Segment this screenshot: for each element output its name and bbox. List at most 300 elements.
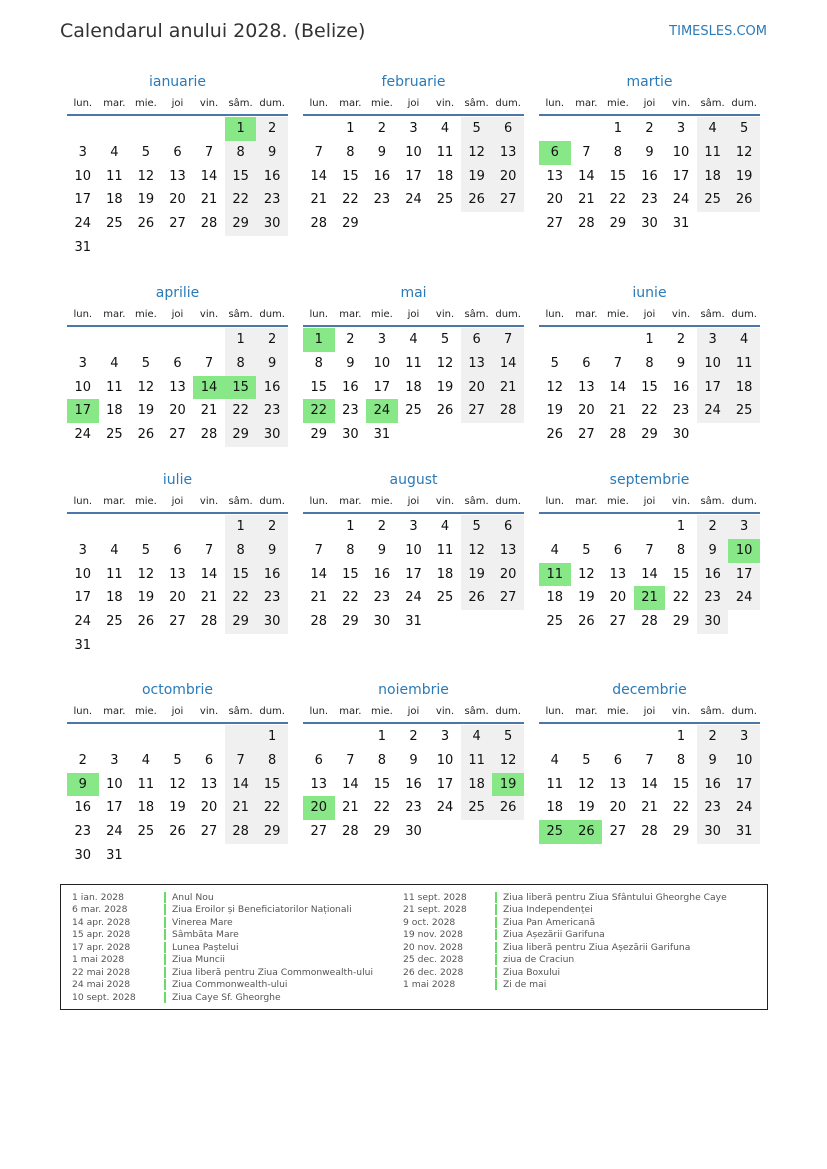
day-cell[interactable]: 28 <box>641 824 658 840</box>
day-cell[interactable]: 6 <box>582 355 591 371</box>
day-cell[interactable]: 26 <box>169 824 186 840</box>
day-cell[interactable]: 7 <box>225 749 257 773</box>
day-cell[interactable]: 7 <box>645 542 654 558</box>
day-cell[interactable]: 3 <box>409 519 418 534</box>
day-cell[interactable]: 20 <box>578 403 595 419</box>
day-cell[interactable]: 30 <box>342 427 359 443</box>
day-cell[interactable]: 26 <box>571 820 603 844</box>
day-cell[interactable]: 15 <box>609 168 627 184</box>
day-cell[interactable]: 28 <box>200 427 218 443</box>
day-cell[interactable]: 27 <box>609 614 627 630</box>
day-cell[interactable]: 14 <box>200 168 218 184</box>
day-cell[interactable]: 27 <box>492 188 524 212</box>
day-cell[interactable]: 21 <box>200 192 218 208</box>
day-cell[interactable]: 28 <box>342 824 359 840</box>
day-cell[interactable]: 24 <box>74 216 92 232</box>
day-cell[interactable]: 9 <box>697 539 729 563</box>
day-cell[interactable]: 21 <box>609 403 627 419</box>
day-cell[interactable]: 23 <box>641 192 658 208</box>
day-cell[interactable]: 3 <box>728 515 760 539</box>
day-cell[interactable]: 3 <box>78 542 87 558</box>
day-cell[interactable]: 9 <box>409 752 418 768</box>
day-cell[interactable]: 10 <box>74 168 92 184</box>
day-cell[interactable]: 19 <box>137 590 155 606</box>
day-cell[interactable]: 9 <box>377 542 387 558</box>
day-cell[interactable]: 10 <box>672 144 690 160</box>
day-cell[interactable]: 5 <box>141 144 151 160</box>
day-cell[interactable]: 23 <box>373 590 391 606</box>
day-cell[interactable]: 10 <box>373 355 391 371</box>
day-cell[interactable]: 19 <box>492 773 524 797</box>
day-cell[interactable]: 9 <box>676 355 686 371</box>
day-cell[interactable]: 27 <box>609 824 627 840</box>
day-cell[interactable]: 7 <box>314 144 323 160</box>
day-cell[interactable]: 24 <box>366 399 398 423</box>
day-cell[interactable]: 18 <box>461 773 493 797</box>
day-cell[interactable]: 29 <box>342 614 359 630</box>
day-cell[interactable]: 8 <box>377 752 387 768</box>
day-cell[interactable]: 16 <box>373 168 391 184</box>
day-cell[interactable]: 11 <box>697 141 729 165</box>
day-cell[interactable]: 22 <box>303 399 335 423</box>
day-cell[interactable]: 5 <box>550 355 559 371</box>
day-cell[interactable]: 16 <box>697 563 729 587</box>
day-cell[interactable]: 31 <box>728 820 760 844</box>
day-cell[interactable]: 1 <box>303 328 335 352</box>
day-cell[interactable]: 5 <box>461 515 493 539</box>
day-cell[interactable]: 13 <box>492 539 524 563</box>
day-cell[interactable]: 19 <box>578 590 595 606</box>
day-cell[interactable]: 29 <box>342 216 359 232</box>
day-cell[interactable]: 1 <box>225 515 257 539</box>
day-cell[interactable]: 25 <box>546 614 564 630</box>
day-cell[interactable]: 8 <box>645 355 654 371</box>
day-cell[interactable]: 11 <box>546 776 564 792</box>
day-cell[interactable]: 24 <box>728 586 760 610</box>
day-cell[interactable]: 25 <box>539 820 571 844</box>
day-cell[interactable]: 14 <box>342 776 359 792</box>
day-cell[interactable]: 8 <box>676 542 686 558</box>
day-cell[interactable]: 24 <box>405 192 422 208</box>
day-cell[interactable]: 2 <box>78 752 87 768</box>
day-cell[interactable]: 18 <box>728 376 760 400</box>
day-cell[interactable]: 10 <box>697 352 729 376</box>
day-cell[interactable]: 15 <box>342 168 359 184</box>
day-cell[interactable]: 18 <box>546 590 564 606</box>
day-cell[interactable]: 5 <box>141 542 151 558</box>
day-cell[interactable]: 28 <box>225 820 257 844</box>
day-cell[interactable]: 5 <box>440 332 450 347</box>
day-cell[interactable]: 18 <box>137 800 155 816</box>
day-cell[interactable]: 3 <box>409 121 418 136</box>
day-cell[interactable]: 12 <box>169 776 186 792</box>
day-cell[interactable]: 15 <box>225 563 257 587</box>
day-cell[interactable]: 10 <box>106 776 123 792</box>
day-cell[interactable]: 26 <box>137 216 155 232</box>
day-cell[interactable]: 20 <box>609 800 627 816</box>
day-cell[interactable]: 23 <box>74 824 92 840</box>
day-cell[interactable]: 26 <box>728 188 760 212</box>
day-cell[interactable]: 26 <box>492 796 524 820</box>
day-cell[interactable]: 29 <box>609 216 627 232</box>
day-cell[interactable]: 6 <box>173 542 182 558</box>
day-cell[interactable]: 15 <box>342 566 359 582</box>
day-cell[interactable]: 29 <box>672 824 690 840</box>
day-cell[interactable]: 16 <box>256 376 288 400</box>
day-cell[interactable]: 3 <box>697 328 729 352</box>
day-cell[interactable]: 20 <box>169 590 186 606</box>
day-cell[interactable]: 21 <box>492 376 524 400</box>
day-cell[interactable]: 12 <box>137 168 155 184</box>
day-cell[interactable]: 8 <box>346 144 355 160</box>
day-cell[interactable]: 10 <box>74 379 92 395</box>
day-cell[interactable]: 23 <box>405 800 422 816</box>
day-cell[interactable]: 22 <box>225 188 257 212</box>
day-cell[interactable]: 14 <box>609 379 627 395</box>
day-cell[interactable]: 12 <box>578 566 595 582</box>
day-cell[interactable]: 30 <box>405 824 422 840</box>
day-cell[interactable]: 29 <box>256 820 288 844</box>
day-cell[interactable]: 1 <box>645 332 654 347</box>
day-cell[interactable]: 14 <box>310 168 328 184</box>
day-cell[interactable]: 3 <box>78 355 87 371</box>
day-cell[interactable]: 19 <box>546 403 564 419</box>
day-cell[interactable]: 7 <box>346 752 355 768</box>
day-cell[interactable]: 7 <box>645 752 654 768</box>
day-cell[interactable]: 25 <box>137 824 155 840</box>
day-cell[interactable]: 13 <box>492 141 524 165</box>
day-cell[interactable]: 12 <box>436 355 454 371</box>
day-cell[interactable]: 2 <box>256 117 288 141</box>
day-cell[interactable]: 19 <box>578 800 595 816</box>
day-cell[interactable]: 24 <box>728 796 760 820</box>
day-cell[interactable]: 4 <box>110 542 119 558</box>
day-cell[interactable]: 28 <box>492 399 524 423</box>
day-cell[interactable]: 2 <box>676 332 686 347</box>
day-cell[interactable]: 18 <box>436 168 454 184</box>
day-cell[interactable]: 1 <box>377 729 387 744</box>
day-cell[interactable]: 29 <box>672 614 690 630</box>
day-cell[interactable]: 10 <box>74 566 92 582</box>
day-cell[interactable]: 24 <box>697 399 729 423</box>
day-cell[interactable]: 25 <box>461 796 493 820</box>
day-cell[interactable]: 21 <box>310 590 328 606</box>
day-cell[interactable]: 23 <box>672 403 690 419</box>
day-cell[interactable]: 20 <box>169 192 186 208</box>
day-cell[interactable]: 4 <box>550 752 559 768</box>
day-cell[interactable]: 16 <box>256 563 288 587</box>
day-cell[interactable]: 2 <box>409 729 418 744</box>
day-cell[interactable]: 31 <box>74 637 92 653</box>
day-cell[interactable]: 11 <box>106 379 123 395</box>
day-cell[interactable]: 4 <box>461 725 493 749</box>
day-cell[interactable]: 13 <box>578 379 595 395</box>
day-cell[interactable]: 20 <box>609 590 627 606</box>
day-cell[interactable]: 2 <box>645 121 654 136</box>
day-cell[interactable]: 24 <box>74 427 92 443</box>
day-cell[interactable]: 17 <box>728 773 760 797</box>
day-cell[interactable]: 21 <box>200 590 218 606</box>
day-cell[interactable]: 24 <box>74 614 92 630</box>
day-cell[interactable]: 8 <box>676 752 686 768</box>
day-cell[interactable]: 22 <box>256 796 288 820</box>
day-cell[interactable]: 1 <box>225 117 257 141</box>
day-cell[interactable]: 20 <box>169 403 186 419</box>
day-cell[interactable]: 9 <box>256 539 288 563</box>
day-cell[interactable]: 10 <box>405 144 422 160</box>
day-cell[interactable]: 30 <box>256 212 288 236</box>
day-cell[interactable]: 16 <box>373 566 391 582</box>
day-cell[interactable]: 27 <box>461 399 493 423</box>
day-cell[interactable]: 8 <box>225 141 257 165</box>
day-cell[interactable]: 7 <box>613 355 623 371</box>
day-cell[interactable]: 14 <box>225 773 257 797</box>
day-cell[interactable]: 15 <box>256 773 288 797</box>
day-cell[interactable]: 16 <box>697 773 729 797</box>
day-cell[interactable]: 11 <box>405 355 422 371</box>
day-cell[interactable]: 25 <box>697 188 729 212</box>
day-cell[interactable]: 3 <box>728 725 760 749</box>
day-cell[interactable]: 22 <box>342 192 359 208</box>
day-cell[interactable]: 29 <box>641 427 658 443</box>
day-cell[interactable]: 31 <box>106 847 123 863</box>
day-cell[interactable]: 6 <box>613 542 623 558</box>
day-cell[interactable]: 25 <box>405 403 422 419</box>
day-cell[interactable]: 3 <box>440 729 450 744</box>
day-cell[interactable]: 28 <box>609 427 627 443</box>
day-cell[interactable]: 15 <box>310 379 328 395</box>
day-cell[interactable]: 8 <box>314 355 323 371</box>
day-cell[interactable]: 8 <box>346 542 355 558</box>
day-cell[interactable]: 10 <box>728 539 760 563</box>
day-cell[interactable]: 1 <box>346 519 355 534</box>
day-cell[interactable]: 17 <box>405 566 422 582</box>
day-cell[interactable]: 9 <box>377 144 387 160</box>
day-cell[interactable]: 19 <box>461 165 493 189</box>
day-cell[interactable]: 20 <box>461 376 493 400</box>
day-cell[interactable]: 16 <box>672 379 690 395</box>
day-cell[interactable]: 25 <box>436 192 454 208</box>
day-cell[interactable]: 14 <box>193 376 225 400</box>
day-cell[interactable]: 30 <box>373 614 391 630</box>
day-cell[interactable]: 2 <box>377 519 387 534</box>
brand-link[interactable]: TIMESLES.COM <box>669 24 767 39</box>
day-cell[interactable]: 31 <box>672 216 690 232</box>
day-cell[interactable]: 29 <box>373 824 391 840</box>
day-cell[interactable]: 23 <box>697 796 729 820</box>
day-cell[interactable]: 5 <box>582 542 591 558</box>
day-cell[interactable]: 30 <box>74 847 92 863</box>
day-cell[interactable]: 6 <box>613 752 623 768</box>
day-cell[interactable]: 17 <box>697 376 729 400</box>
day-cell[interactable]: 26 <box>546 427 564 443</box>
day-cell[interactable]: 15 <box>672 566 690 582</box>
day-cell[interactable]: 14 <box>578 168 595 184</box>
day-cell[interactable]: 19 <box>461 563 493 587</box>
day-cell[interactable]: 5 <box>141 355 151 371</box>
day-cell[interactable]: 28 <box>310 216 328 232</box>
day-cell[interactable]: 1 <box>676 519 686 534</box>
day-cell[interactable]: 28 <box>200 614 218 630</box>
day-cell[interactable]: 28 <box>310 614 328 630</box>
day-cell[interactable]: 30 <box>697 610 729 634</box>
day-cell[interactable]: 13 <box>461 352 493 376</box>
day-cell[interactable]: 27 <box>310 824 328 840</box>
day-cell[interactable]: 8 <box>225 539 257 563</box>
day-cell[interactable]: 13 <box>169 379 186 395</box>
day-cell[interactable]: 20 <box>492 165 524 189</box>
day-cell[interactable]: 13 <box>169 168 186 184</box>
day-cell[interactable]: 15 <box>225 165 257 189</box>
day-cell[interactable]: 18 <box>106 403 123 419</box>
day-cell[interactable]: 12 <box>461 141 493 165</box>
day-cell[interactable]: 17 <box>74 192 92 208</box>
day-cell[interactable]: 2 <box>697 725 729 749</box>
day-cell[interactable]: 2 <box>256 515 288 539</box>
day-cell[interactable]: 6 <box>314 752 323 768</box>
day-cell[interactable]: 2 <box>377 121 387 136</box>
day-cell[interactable]: 10 <box>405 542 422 558</box>
day-cell[interactable]: 6 <box>204 752 214 768</box>
day-cell[interactable]: 4 <box>728 328 760 352</box>
day-cell[interactable]: 8 <box>613 144 623 160</box>
day-cell[interactable]: 27 <box>169 427 186 443</box>
day-cell[interactable]: 16 <box>256 165 288 189</box>
day-cell[interactable]: 24 <box>106 824 123 840</box>
day-cell[interactable]: 9 <box>67 773 99 797</box>
day-cell[interactable]: 11 <box>436 144 454 160</box>
day-cell[interactable]: 26 <box>436 403 454 419</box>
day-cell[interactable]: 28 <box>578 216 595 232</box>
day-cell[interactable]: 12 <box>492 749 524 773</box>
day-cell[interactable]: 1 <box>256 725 288 749</box>
day-cell[interactable]: 4 <box>440 519 450 534</box>
day-cell[interactable]: 7 <box>204 542 214 558</box>
day-cell[interactable]: 17 <box>672 168 690 184</box>
day-cell[interactable]: 9 <box>645 144 654 160</box>
day-cell[interactable]: 27 <box>546 216 564 232</box>
day-cell[interactable]: 6 <box>492 117 524 141</box>
day-cell[interactable]: 2 <box>697 515 729 539</box>
day-cell[interactable]: 18 <box>697 165 729 189</box>
day-cell[interactable]: 25 <box>106 614 123 630</box>
day-cell[interactable]: 30 <box>697 820 729 844</box>
day-cell[interactable]: 24 <box>672 192 690 208</box>
day-cell[interactable]: 23 <box>697 586 729 610</box>
day-cell[interactable]: 17 <box>373 379 391 395</box>
day-cell[interactable]: 1 <box>613 121 623 136</box>
day-cell[interactable]: 23 <box>256 399 288 423</box>
day-cell[interactable]: 1 <box>676 729 686 744</box>
day-cell[interactable]: 22 <box>342 590 359 606</box>
day-cell[interactable]: 22 <box>225 399 257 423</box>
day-cell[interactable]: 16 <box>641 168 658 184</box>
day-cell[interactable]: 14 <box>200 566 218 582</box>
day-cell[interactable]: 14 <box>310 566 328 582</box>
day-cell[interactable]: 24 <box>405 590 422 606</box>
day-cell[interactable]: 11 <box>137 776 155 792</box>
day-cell[interactable]: 8 <box>256 749 288 773</box>
day-cell[interactable]: 21 <box>225 796 257 820</box>
day-cell[interactable]: 22 <box>225 586 257 610</box>
day-cell[interactable]: 4 <box>110 144 119 160</box>
day-cell[interactable]: 29 <box>225 423 257 447</box>
day-cell[interactable]: 17 <box>74 590 92 606</box>
day-cell[interactable]: 3 <box>676 121 686 136</box>
day-cell[interactable]: 5 <box>173 752 182 768</box>
day-cell[interactable]: 14 <box>492 352 524 376</box>
day-cell[interactable]: 26 <box>137 614 155 630</box>
day-cell[interactable]: 31 <box>373 427 391 443</box>
day-cell[interactable]: 10 <box>728 749 760 773</box>
day-cell[interactable]: 11 <box>728 352 760 376</box>
day-cell[interactable]: 7 <box>314 542 323 558</box>
day-cell[interactable]: 11 <box>461 749 493 773</box>
day-cell[interactable]: 26 <box>461 188 493 212</box>
day-cell[interactable]: 19 <box>137 192 155 208</box>
day-cell[interactable]: 31 <box>405 614 422 630</box>
day-cell[interactable]: 14 <box>641 566 658 582</box>
day-cell[interactable]: 22 <box>609 192 627 208</box>
day-cell[interactable]: 22 <box>672 800 690 816</box>
day-cell[interactable]: 12 <box>137 566 155 582</box>
day-cell[interactable]: 3 <box>78 144 87 160</box>
day-cell[interactable]: 19 <box>728 165 760 189</box>
day-cell[interactable]: 4 <box>110 355 119 371</box>
day-cell[interactable]: 19 <box>137 403 155 419</box>
day-cell[interactable]: 18 <box>106 192 123 208</box>
day-cell[interactable]: 26 <box>461 586 493 610</box>
day-cell[interactable]: 20 <box>546 192 564 208</box>
day-cell[interactable]: 27 <box>578 427 595 443</box>
day-cell[interactable]: 28 <box>200 216 218 232</box>
day-cell[interactable]: 28 <box>641 614 658 630</box>
day-cell[interactable]: 13 <box>546 168 564 184</box>
day-cell[interactable]: 26 <box>578 614 595 630</box>
day-cell[interactable]: 7 <box>492 328 524 352</box>
day-cell[interactable]: 21 <box>634 586 666 610</box>
day-cell[interactable]: 13 <box>310 776 328 792</box>
day-cell[interactable]: 20 <box>303 796 335 820</box>
day-cell[interactable]: 14 <box>641 776 658 792</box>
day-cell[interactable]: 21 <box>641 800 658 816</box>
day-cell[interactable]: 23 <box>373 192 391 208</box>
day-cell[interactable]: 6 <box>173 355 182 371</box>
day-cell[interactable]: 4 <box>550 542 559 558</box>
day-cell[interactable]: 12 <box>578 776 595 792</box>
day-cell[interactable]: 20 <box>492 563 524 587</box>
day-cell[interactable]: 9 <box>256 141 288 165</box>
day-cell[interactable]: 3 <box>110 752 119 768</box>
day-cell[interactable]: 27 <box>169 216 186 232</box>
day-cell[interactable]: 8 <box>225 352 257 376</box>
day-cell[interactable]: 5 <box>728 117 760 141</box>
day-cell[interactable]: 2 <box>346 332 355 347</box>
day-cell[interactable]: 6 <box>539 141 571 165</box>
day-cell[interactable]: 18 <box>405 379 422 395</box>
day-cell[interactable]: 4 <box>409 332 418 347</box>
day-cell[interactable]: 16 <box>74 800 92 816</box>
day-cell[interactable]: 23 <box>256 586 288 610</box>
day-cell[interactable]: 5 <box>582 752 591 768</box>
day-cell[interactable]: 12 <box>728 141 760 165</box>
day-cell[interactable]: 13 <box>609 566 627 582</box>
day-cell[interactable]: 18 <box>546 800 564 816</box>
day-cell[interactable]: 30 <box>641 216 658 232</box>
day-cell[interactable]: 25 <box>728 399 760 423</box>
day-cell[interactable]: 24 <box>436 800 454 816</box>
day-cell[interactable]: 18 <box>106 590 123 606</box>
